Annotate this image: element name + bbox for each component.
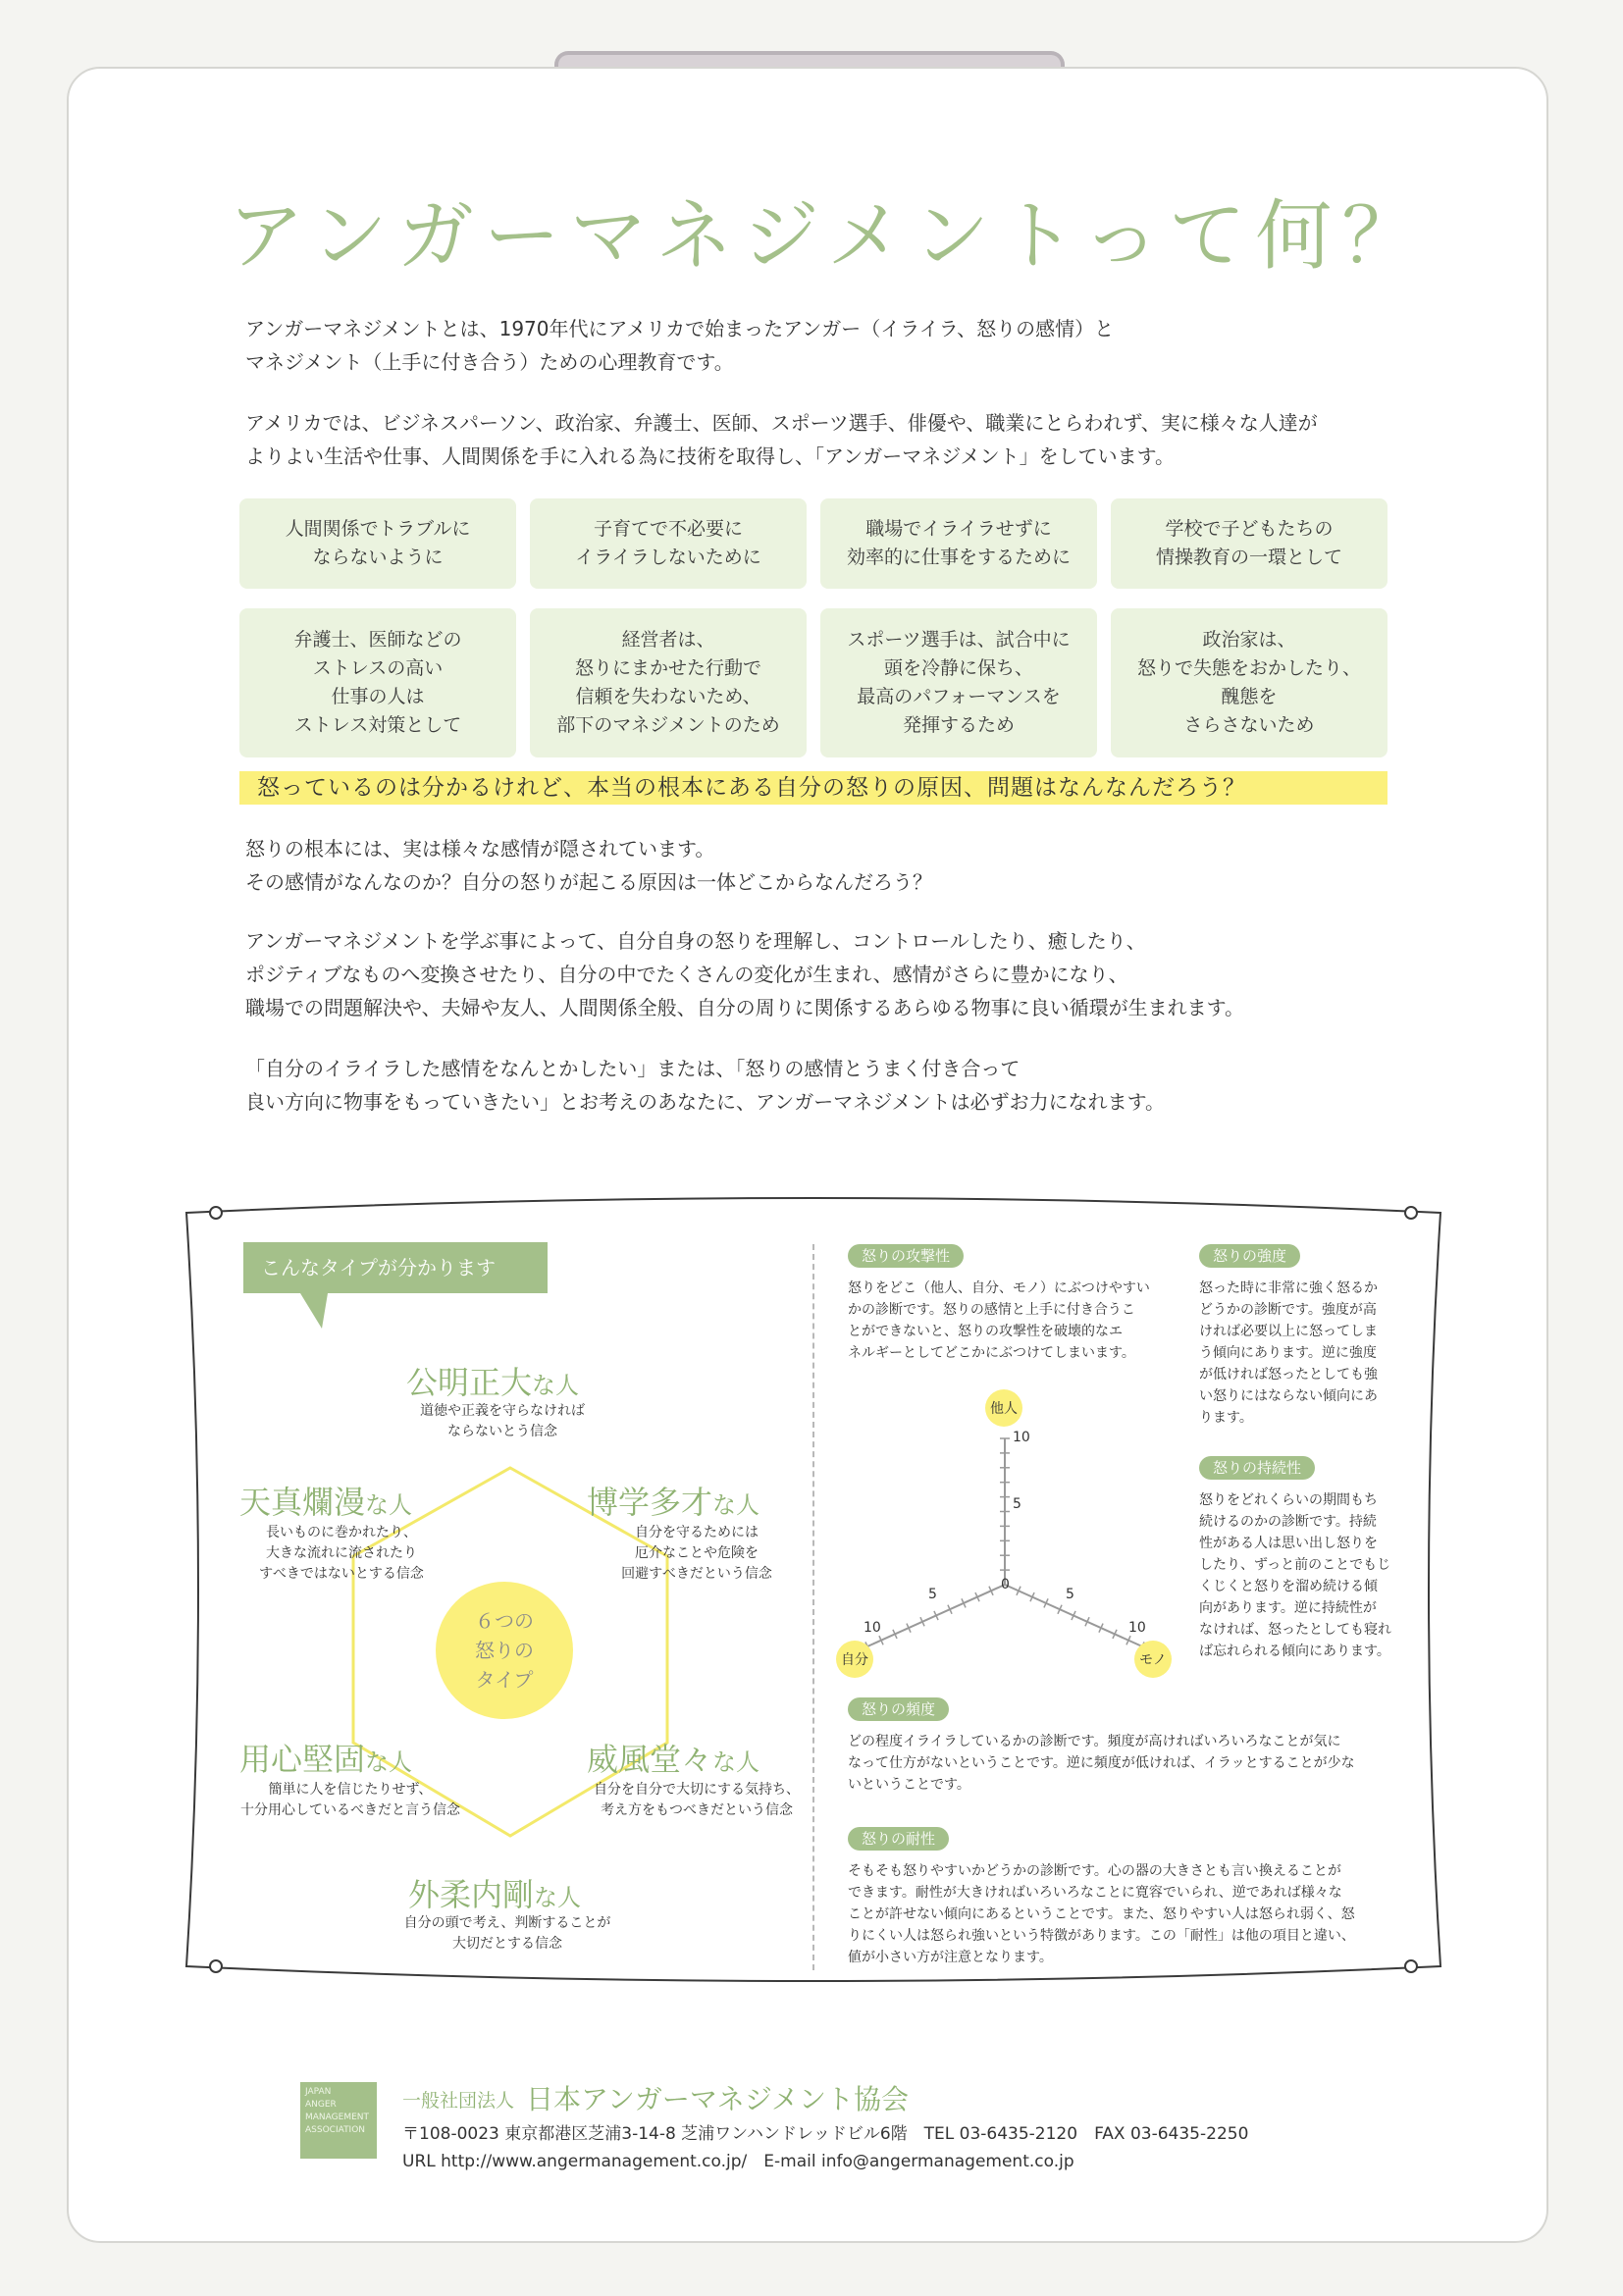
label-tolerance: 怒りの耐性 — [848, 1827, 949, 1851]
text-persistence: 怒りをどれくらいの期間もち 続けるのかの診断です。持続 性がある人は思い出し怒りを したり、ずっと前のことでもじ くじくと怒りを溜め続ける傾 向があります。逆に持続性が なければ、怒ったとしても寝れ ば忘れられる傾向にあります。 — [1199, 1492, 1391, 1659]
org-address: 〒108-0023 東京都港区芝浦3-14-8 芝浦ワンハンドレッドビル6階 TEL 03-6435-2120 FAX 03-6435-2250 — [402, 2124, 1249, 2144]
dashed-divider — [812, 1244, 814, 1970]
type-desc: 長いものに巻かれたり、 大きな流れに流されたり すべきではないとする信念 — [259, 1525, 424, 1582]
type-title: 威風堂々な人 — [587, 1741, 760, 1778]
axis-label-others: 他人 — [985, 1389, 1022, 1427]
label-intensity: 怒りの強度 — [1199, 1244, 1300, 1268]
org-name: 日本アンガーマネジメント協会 — [526, 2083, 910, 2115]
text-frequency: どの程度イライラしているかの診断です。頻度が高ければいろいろなことが気に なって仕方がないということです。逆に頻度が低ければ、イラッとすることが少な いということです。 — [848, 1734, 1355, 1793]
body-paragraph-1: 怒りの根本には、実は様々な感情が隠されています。 その感情がなんなのか？自分の怒りが起こる原因は一体どこからなんだろう？ — [245, 837, 932, 894]
association-logo: JAPAN ANGER MANAGEMENT ASSOCIATION — [300, 2082, 377, 2159]
body-paragraph-2: アンガーマネジメントを学ぶ事によって、自分自身の怒りを理解し、コントロールしたり、癒したり、 ポジティブなものへ変換させたり、自分の中でたくさんの変化が生まれ、感情がさらに豊かになり、 職場での問題解決や、夫婦や友人、人間関係全般、自分の周りに関係するあらゆる物事に良い循環が生まれます。 — [245, 929, 1244, 1019]
text-aggression: 怒りをどこ（他人、自分、モノ）にぶつけやすい かの診断です。怒りの感情と上手に付き合うこ とができないと、怒りの攻撃性を破壊的なエ ネルギーとしてどこかにぶつけてしまいます。 — [848, 1280, 1150, 1361]
axis-label-things: モノ — [1134, 1641, 1172, 1678]
types-tag: こんなタイプが分かります — [243, 1242, 548, 1293]
axis-label-self: 自分 — [836, 1641, 873, 1678]
hexagon-center-label: ６つの 怒りの タイプ — [436, 1582, 573, 1719]
benefit-cell: 経営者は、 怒りにまかせた行動で 信頼を失わないため、 部下のマネジメントのため — [530, 608, 807, 757]
tick-label: 5 — [928, 1587, 937, 1602]
type-desc: 自分の頭で考え、判断することが 大切だとする信念 — [403, 1915, 611, 1952]
text-intensity: 怒った時に非常に強く怒るか どうかの診断です。強度が高 ければ必要以上に怒ってしま う傾向にあります。逆に強度 が低ければ怒ったとしても強 い怒りにはならない傾向にあ ります。 — [1199, 1280, 1378, 1426]
label-aggression: 怒りの攻撃性 — [848, 1244, 964, 1268]
label-persistence: 怒りの持続性 — [1199, 1456, 1315, 1480]
body-paragraph-3: 「自分のイライラした感情をなんとかしたい」または、「怒りの感情とうまく付き合って 良い方向に物事をもっていきたい」とお考えのあなたに、アンガーマネジメントは必ずお力になれます。 — [245, 1057, 1165, 1114]
type-desc: 道徳や正義を守らなければ ならないとう信念 — [420, 1403, 585, 1439]
benefit-cell: 学校で子どもたちの 情操教育の一環として — [1111, 498, 1387, 589]
text-tolerance: そもそも怒りやすいかどうかの診断です。心の器の大きさとも言い換えることが できます。耐性が大きければいろいろなことに寛容でいられ、逆であれば様々な ことが許せない傾向にあるということです。また、怒りやすい人は怒られ弱く、怒 りにくい人は怒られ強いという特徴があります。この「耐性」は他の項目と違い、 値が小さい方が注意となります。 — [848, 1863, 1355, 1965]
type-title: 用心堅固な人 — [239, 1741, 413, 1778]
page-title: アンガーマネジメントって何？ — [228, 192, 1429, 281]
america-paragraph: アメリカでは、ビジネスパーソン、政治家、弁護士、医師、スポーツ選手、俳優や、職業にとらわれず、実に様々な人達が よりよい生活や仕事、人間関係を手に入れる為に技術を取得し、「アンガーマネジメント」をしています。 — [245, 411, 1318, 468]
benefit-cell: 政治家は、 怒りで失態をおかしたり、 醜態を さらさないため — [1111, 608, 1387, 757]
type-desc: 自分を守るためには 厄介なことや危険を 回避すべきだという信念 — [621, 1525, 772, 1582]
highlight-question: 怒っているのは分かるけれど、本当の根本にある自分の怒りの原因、問題はなんなんだろう？ — [239, 771, 1387, 805]
label-frequency: 怒りの頻度 — [848, 1697, 949, 1721]
tick-label: 10 — [864, 1620, 881, 1636]
org-prefix: 一般社団法人 — [402, 2090, 515, 2112]
intro-paragraph: アンガーマネジメントとは、1970年代にアメリカで始まったアンガー（イライラ、怒りの感情）と マネジメント（上手に付き合う）ための心理教育です。 — [245, 317, 1115, 374]
type-title: 天真爛漫な人 — [239, 1484, 413, 1521]
type-title: 外柔内剛な人 — [408, 1876, 582, 1913]
tick-label: 0 — [1001, 1577, 1010, 1592]
benefit-cell: 弁護士、医師などの ストレスの高い 仕事の人は ストレス対策として — [239, 608, 516, 757]
type-title: 公明正大な人 — [406, 1364, 580, 1401]
tick-label: 5 — [1066, 1587, 1074, 1602]
tick-label: 10 — [1128, 1620, 1146, 1636]
type-desc: 自分を自分で大切にする気持ち、 考え方をもつべきだという信念 — [594, 1782, 800, 1818]
type-title: 博学多才な人 — [587, 1484, 760, 1521]
benefit-cell: スポーツ選手は、試合中に 頭を冷静に保ち、 最高のパフォーマンスを 発揮するため — [820, 608, 1097, 757]
tick-label: 5 — [1013, 1496, 1021, 1512]
benefit-cell: 職場でイライラせずに 効率的に仕事をするために — [820, 498, 1097, 589]
types-tag-tail — [300, 1293, 328, 1329]
tick-label: 10 — [1013, 1430, 1030, 1445]
type-desc: 簡単に人を信じたりせず、 十分用心しているべきだと言う信念 — [240, 1782, 460, 1818]
org-url: URL http://www.angermanagement.co.jp/ E-mail info@angermanagement.co.jp — [402, 2152, 1074, 2171]
benefit-cell: 子育てで不必要に イライラしないために — [530, 498, 807, 589]
benefit-cell: 人間関係でトラブルに ならないように — [239, 498, 516, 589]
